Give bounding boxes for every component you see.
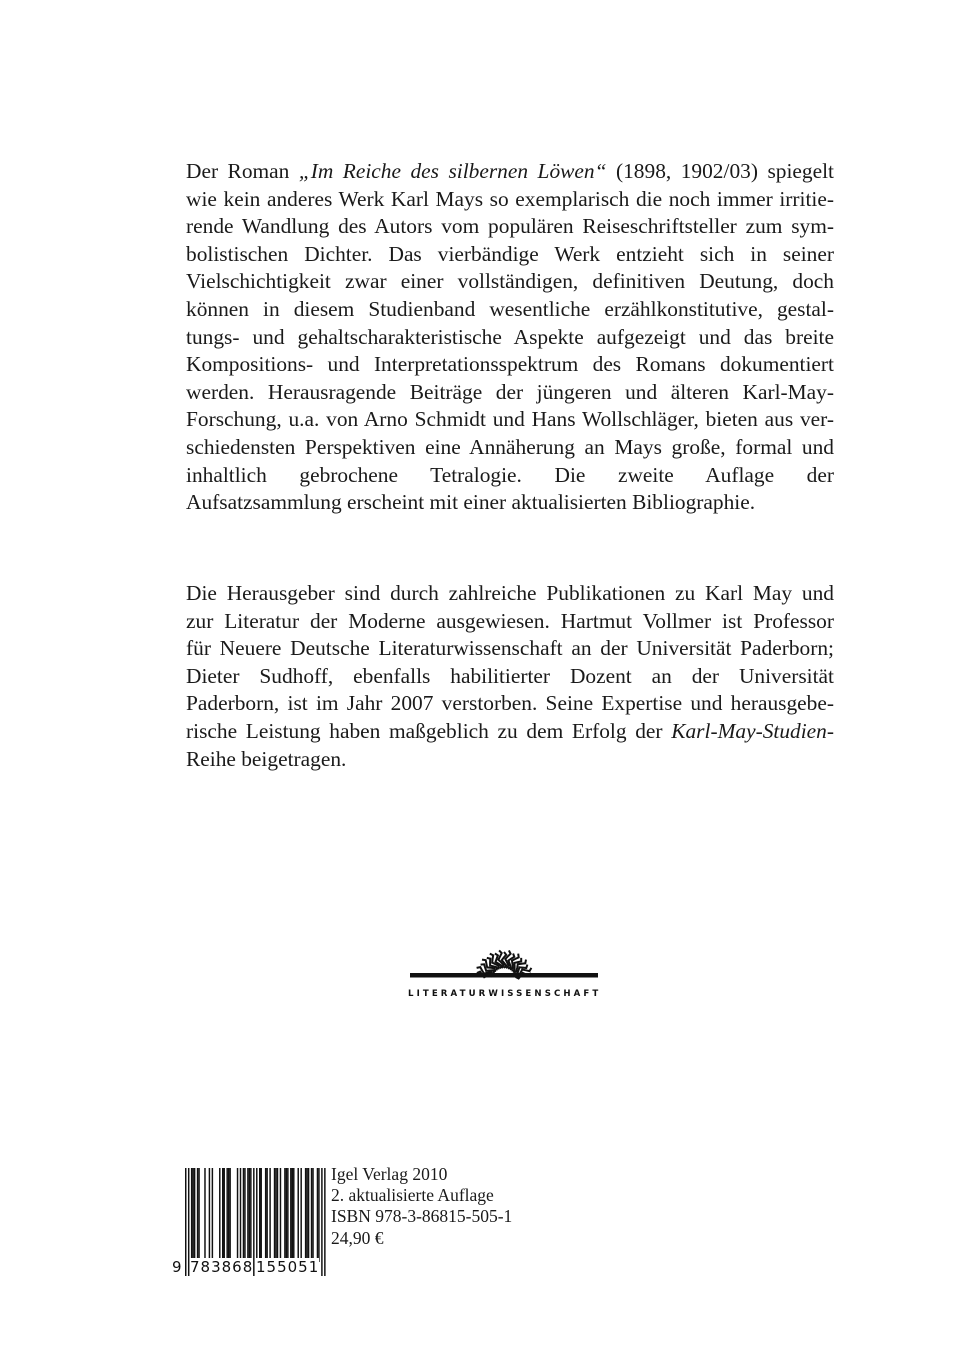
barcode-bar — [306, 1168, 307, 1262]
barcode-bar — [274, 1168, 275, 1262]
barcode-bar — [209, 1168, 210, 1262]
barcode-bar — [244, 1168, 245, 1262]
text-line: bolistischen Dichter. Das vierbändige Werk entzieht sich in seiner — [186, 241, 834, 266]
barcode-bar — [324, 1168, 325, 1276]
barcode-bar — [222, 1168, 223, 1262]
text-line: Forschung, u.a. von Arno Schmidt und Hans Wollschläger, bieten aus ver- — [186, 407, 834, 432]
text-line: für Neuere Deutsche Literaturwissenschaft an der Universität Paderborn; — [186, 636, 834, 661]
barcode-bar — [269, 1168, 270, 1262]
text-line: rende Wandlung des Autors vom populären Reiseschriftsteller zum sym- — [186, 214, 834, 239]
text-line: Der Roman „Im Reiche des silbernen Löwen“ (1898, 1902/03) spiegelt — [186, 159, 834, 183]
text-line: können in diesem Studienband wesentliche erzählkonstitutive, gestal- — [186, 296, 834, 321]
barcode-bar — [243, 1168, 244, 1262]
barcode-bar — [308, 1168, 309, 1262]
blurb-paragraph — [186, 158, 834, 517]
sunburst-icon — [408, 940, 600, 988]
barcode-bar — [250, 1168, 251, 1262]
barcode-bar — [284, 1168, 285, 1262]
text-line: wie kein anderes Werk Karl Mays so exemplarisch die noch immer irritie- — [186, 186, 834, 211]
price-line: 24,90 € — [331, 1227, 384, 1248]
barcode-bar — [219, 1168, 220, 1262]
barcode-bar — [247, 1168, 248, 1262]
italic-title: „Im Reiche des silbernen Löwen“ — [298, 159, 607, 183]
barcode-bar — [237, 1168, 238, 1262]
barcode-bar — [280, 1168, 281, 1262]
isbn-line: ISBN 978-3-86815-505-1 — [331, 1206, 513, 1227]
text-line: Aufsatzsammlung erscheint mit einer aktualisierten Bibliographie. — [186, 490, 756, 515]
barcode-bar — [293, 1168, 294, 1262]
text-line: Die Herausgeber sind durch zahlreiche Publikationen zu Karl May und — [186, 581, 834, 605]
barcode-bar — [317, 1168, 318, 1262]
text-line: rische Leistung haben maßgeblich zu dem Erfolg der Karl-May-Studien- — [186, 718, 834, 743]
barcode-bar — [260, 1168, 261, 1262]
barcode-bar — [185, 1168, 186, 1276]
text-line: Vielschichtigkeit zwar einer vollständigen, definitiven Deutung, doch — [186, 269, 834, 294]
barcode-bar — [249, 1168, 250, 1262]
barcode-bar — [240, 1168, 241, 1262]
barcode-digit-lead: 9 — [172, 1258, 182, 1276]
barcode-digits-right: 155051 — [256, 1258, 320, 1276]
barcode-bar — [277, 1168, 278, 1262]
text-line: inhaltlich gebrochene Tetralogie. Die zweite Auflage der — [186, 462, 834, 487]
barcode-bar — [198, 1168, 199, 1262]
barcode-bar — [287, 1168, 288, 1262]
publication-info — [331, 1164, 512, 1249]
barcode-bar — [297, 1168, 298, 1262]
barcode-bar — [275, 1168, 276, 1262]
text-line: Kompositions- und Interpretationsspektrum des Romans dokumentiert — [186, 352, 834, 377]
text-line: Dieter Sudhoff, ebenfalls habilitierter Dozent an der Universität — [186, 663, 834, 688]
barcode-bar — [253, 1168, 254, 1276]
logo-text: LITERATURWISSENSCHAFT — [408, 989, 602, 999]
text-line: werden. Herausragende Beiträge der jüngeren und älteren Karl-May- — [186, 379, 834, 404]
barcode-bar — [290, 1168, 291, 1262]
barcode-bar — [197, 1168, 198, 1262]
edition-line: 2. aktualisierte Auflage — [331, 1185, 494, 1206]
barcode-bar — [312, 1168, 313, 1262]
barcode-bar — [318, 1168, 319, 1262]
editors-paragraph — [186, 580, 834, 773]
barcode-bar — [192, 1168, 193, 1262]
barcode-bar — [191, 1168, 192, 1262]
text-line: Reihe beigetragen. — [186, 746, 347, 771]
barcode-digits-left: 783868 — [190, 1258, 254, 1276]
barcode-bar — [212, 1168, 213, 1262]
barcode-bar — [204, 1168, 205, 1262]
barcode-bar — [259, 1168, 260, 1262]
barcode-bar — [286, 1168, 287, 1262]
barcode-bar — [194, 1168, 195, 1262]
text-line: Paderborn, ist im Jahr 2007 verstorben. Seine Expertise und herausgebe- — [186, 691, 834, 716]
barcode-bar — [265, 1168, 266, 1262]
barcode-bar — [292, 1168, 293, 1262]
barcode-bar — [311, 1168, 312, 1262]
isbn-barcode — [172, 1166, 326, 1280]
text-line: zur Literatur der Moderne ausgewiesen. Hartmut Vollmer ist Professor — [186, 608, 834, 633]
literaturwissenschaft-logo — [408, 940, 600, 1002]
barcode-bar — [300, 1168, 301, 1262]
barcode-bar — [229, 1168, 230, 1262]
barcode-bar — [223, 1168, 224, 1262]
barcode-bar — [226, 1168, 227, 1262]
barcode-bar — [266, 1168, 267, 1262]
publisher-line: Igel Verlag 2010 — [331, 1164, 448, 1184]
text-line: tungs- und gehaltscharakteristische Aspekte aufgezeigt und das breite — [186, 324, 834, 349]
text-line: schiedensten Perspektiven eine Annäherung an Mays große, formal und — [186, 434, 834, 459]
barcode-bar — [228, 1168, 229, 1262]
barcode-bar — [321, 1168, 322, 1276]
barcode-bar — [305, 1168, 306, 1262]
italic-title: Karl-May-Studien — [671, 718, 827, 743]
